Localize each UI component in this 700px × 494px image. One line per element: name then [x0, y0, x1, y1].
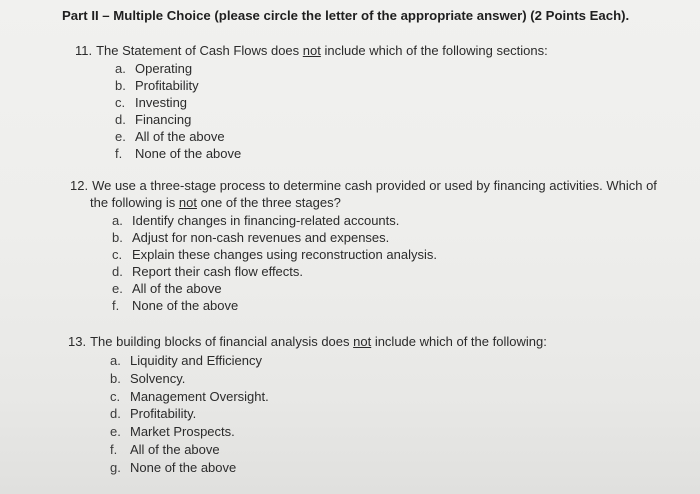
option-text: Management Oversight.	[130, 388, 269, 404]
option-text: Identify changes in financing-related accounts.	[132, 213, 400, 228]
option-text: Liquidity and Efficiency	[130, 353, 263, 368]
option-letter: a.	[110, 353, 121, 368]
option-letter: e.	[115, 129, 126, 144]
option-text: None of the above	[135, 146, 242, 161]
option-b[interactable]	[110, 370, 547, 388]
question-12	[70, 177, 670, 314]
option-d[interactable]	[112, 263, 670, 280]
option-text: Solvency.	[130, 370, 186, 386]
option-letter: c.	[110, 388, 121, 404]
option-text: Financing	[135, 112, 192, 127]
option-a[interactable]	[110, 352, 547, 370]
option-text: All of the above	[132, 281, 222, 296]
option-text: Profitability	[135, 78, 199, 93]
option-letter: d.	[112, 264, 123, 279]
option-text: Investing	[135, 95, 188, 110]
option-c[interactable]	[110, 388, 547, 406]
option-f[interactable]	[115, 145, 548, 162]
option-letter: b.	[115, 78, 126, 93]
stem-text: the following is	[90, 195, 179, 210]
options-list	[110, 352, 547, 477]
option-b[interactable]	[112, 229, 670, 246]
option-a[interactable]	[115, 60, 548, 77]
question-number: 11.	[75, 43, 93, 58]
option-letter: f.	[112, 298, 120, 313]
stem-underlined: not	[302, 43, 321, 58]
question-stem-line-2	[70, 194, 670, 211]
question-stem	[75, 42, 548, 59]
option-text: None of the above	[132, 298, 239, 313]
option-letter: a.	[115, 61, 126, 76]
question-11	[75, 42, 548, 162]
option-a[interactable]	[112, 212, 670, 229]
option-letter: d.	[115, 112, 126, 127]
option-letter: d.	[110, 406, 121, 422]
option-text: Operating	[135, 61, 193, 76]
stem-text: The Statement of Cash Flows does	[96, 43, 303, 58]
option-letter: e.	[112, 281, 123, 296]
option-letter: c.	[115, 95, 126, 110]
option-letter: b.	[112, 230, 123, 245]
question-13	[68, 333, 547, 477]
options-list	[115, 60, 548, 162]
option-e[interactable]	[115, 128, 548, 145]
option-b[interactable]	[115, 77, 548, 94]
option-text: Explain these changes using reconstruction analysis.	[132, 247, 437, 262]
question-number: 13.	[68, 334, 87, 349]
options-list	[112, 212, 670, 314]
stem-text: include which of the following:	[371, 334, 547, 349]
stem-underlined: not	[178, 195, 197, 210]
option-letter: f.	[115, 146, 123, 161]
option-letter: f.	[110, 441, 118, 457]
option-text: Report their cash flow effects.	[132, 264, 304, 279]
option-letter: e.	[110, 424, 121, 440]
option-letter: g.	[110, 459, 121, 475]
option-text: None of the above	[130, 459, 237, 475]
option-f[interactable]	[110, 441, 547, 459]
section-header: Part II – Multiple Choice (please circle the letter of the appropriate answer) (2 Points Each).	[62, 8, 630, 23]
option-d[interactable]	[115, 111, 548, 128]
option-text: Adjust for non-cash revenues and expenses.	[132, 230, 390, 245]
question-number: 12.	[70, 178, 89, 193]
option-text: Profitability.	[130, 406, 197, 422]
option-g[interactable]	[110, 459, 547, 477]
option-text: All of the above	[135, 129, 225, 144]
stem-underlined: not	[353, 334, 372, 349]
option-e[interactable]	[112, 280, 670, 297]
option-c[interactable]	[115, 94, 548, 111]
option-f[interactable]	[112, 297, 670, 314]
option-e[interactable]	[110, 423, 547, 441]
question-stem	[70, 177, 670, 194]
option-c[interactable]	[112, 246, 670, 263]
option-d[interactable]	[110, 405, 547, 423]
option-letter: c.	[112, 247, 123, 262]
stem-text: include which of the following sections:	[320, 43, 548, 58]
question-stem	[68, 333, 547, 350]
option-text: Market Prospects.	[130, 424, 235, 440]
option-letter: b.	[110, 370, 121, 386]
stem-text: We use a three-stage process to determine cash provided or used by financing activities. Which of	[92, 178, 657, 193]
option-letter: a.	[112, 213, 123, 228]
option-text: All of the above	[130, 441, 220, 457]
stem-text: The building blocks of financial analysis does	[90, 334, 354, 349]
stem-text: one of the three stages?	[196, 195, 341, 210]
